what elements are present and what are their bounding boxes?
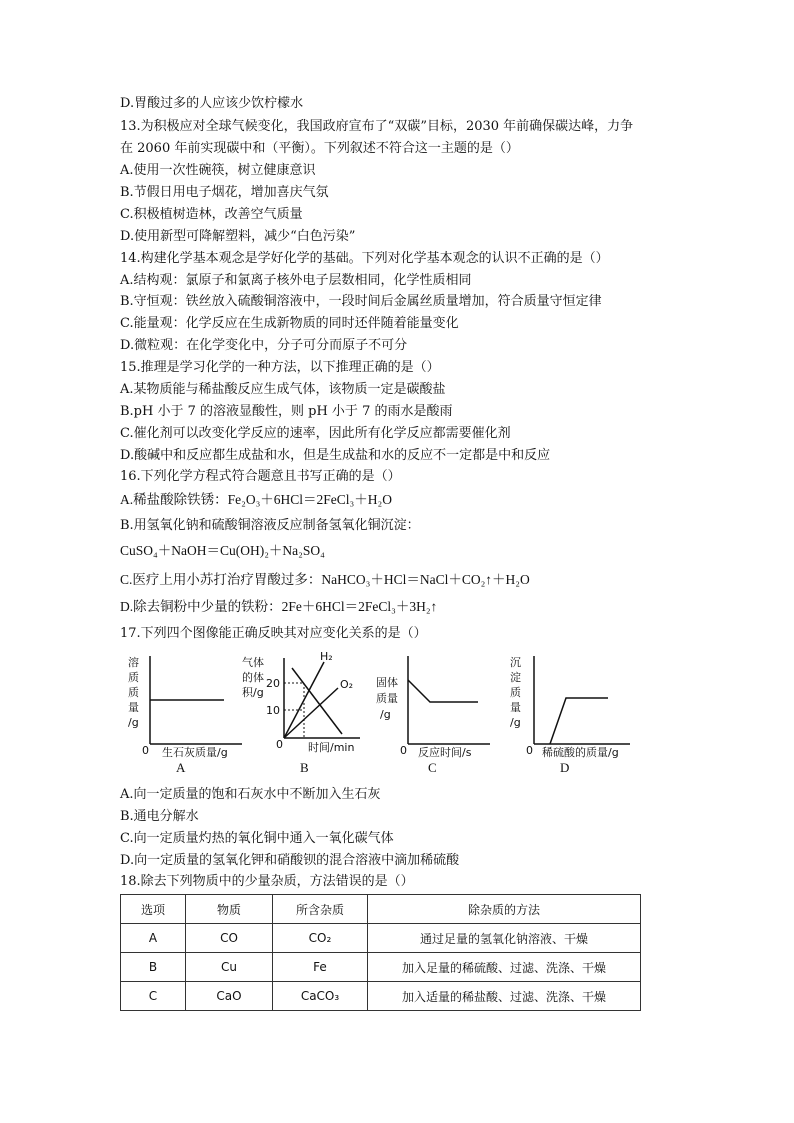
graph-b-series-h2 [284, 662, 324, 738]
graph-a-plot [120, 648, 250, 760]
graph-d [502, 648, 640, 775]
table-header: 物质 [186, 895, 273, 924]
graph-c-ylabel-2: /g [380, 708, 391, 721]
table-cell: CO₂ [273, 924, 368, 953]
graph-b-ylabel-1: 的体 [242, 671, 264, 684]
graph-d-ylabel-4: /g [510, 716, 521, 729]
graph-d-xlabel: 稀硫酸的质量/g [542, 746, 619, 759]
graph-a-label: A [176, 760, 186, 775]
q14-option-a: A.结构观：氯原子和氯离子核外电子层数相同，化学性质相同 [120, 273, 472, 288]
graph-b-series-h2-label: H₂ [320, 650, 333, 663]
q16-option-b-text: B.用氢氧化钠和硫酸铜溶液反应制备氢氧化铜沉淀： [120, 518, 420, 533]
table-cell: CaCO₃ [273, 982, 368, 1011]
table-cell: 加入适量的稀盐酸、过滤、洗涤、干燥 [368, 982, 641, 1011]
graph-c-plot [372, 648, 502, 760]
q15-stem: 15.推理是学习化学的一种方法，以下推理正确的是（） [120, 360, 440, 375]
graph-b-ylabel-0: 气体 [242, 656, 264, 669]
table-cell: B [121, 953, 186, 982]
table-cell: C [121, 982, 186, 1011]
q14-stem: 14.构建化学基本观念是学好化学的基础。下列对化学基本观念的认识不正确的是（） [120, 251, 609, 266]
table-cell: 加入足量的稀硫酸、过滤、洗涤、干燥 [368, 953, 641, 982]
graph-c-curve [408, 680, 478, 702]
graph-a-ylabel-1: 质 [128, 671, 139, 684]
table-cell: Cu [186, 953, 273, 982]
graph-b-origin: 0 [276, 738, 283, 751]
table-header-row [121, 895, 641, 924]
graph-b-ylabel-2: 积/g [242, 686, 264, 699]
table-cell: CaO [186, 982, 273, 1011]
table-cell: CO [186, 924, 273, 953]
q14-option-b: B.守恒观：铁丝放入硫酸铜溶液中，一段时间后金属丝质量增加，符合质量守恒定律 [120, 294, 602, 309]
graph-d-plot [502, 648, 640, 760]
graph-d-ylabel-3: 量 [510, 701, 521, 714]
q15-option-c: C.催化剂可以改变化学反应的速率，因此所有化学反应都需要催化剂 [120, 426, 511, 441]
q17-graphs [120, 648, 640, 780]
q16-option-b-equation: CuSO₄＋NaOH＝Cu(OH)₂＋Na₂SO₄ [120, 543, 325, 558]
table-row [121, 953, 641, 982]
q15-option-d: D.酸碱中和反应都生成盐和水，但是生成盐和水的反应不一定都是中和反应 [120, 448, 551, 463]
graph-c-label: C [428, 760, 437, 775]
q13-stem-2: 在 2060 年前实现碳中和（平衡）。下列叙述不符合这一主题的是（） [120, 141, 519, 156]
graph-c-ylabel-1: 质量 [376, 692, 398, 705]
graph-d-ylabel-2: 质 [510, 686, 521, 699]
q14-option-c: C.能量观：化学反应在生成新物质的同时还伴随着能量变化 [120, 316, 459, 331]
table-cell: A [121, 924, 186, 953]
graph-b-tick-10: 10 [266, 704, 280, 717]
table-header: 除杂质的方法 [368, 895, 641, 924]
table-header: 所含杂质 [273, 895, 368, 924]
graph-c-ylabel-0: 固体 [376, 676, 398, 689]
graph-b-series-o2-label: O₂ [340, 678, 354, 691]
graph-a-ylabel-2: 质 [128, 686, 139, 699]
graph-c-origin: 0 [400, 744, 407, 757]
graph-b-series-o2 [284, 688, 338, 738]
q17-option-d: D.向一定质量的氢氧化钾和硝酸钡的混合溶液中滴加稀硫酸 [120, 853, 460, 868]
table-row [121, 982, 641, 1011]
graph-b-tick-20: 20 [266, 677, 280, 690]
q13-stem-1: 13.为积极应对全球气候变化，我国政府宣布了“双碳”目标，2030 年前确保碳达峰，力争 [120, 119, 634, 134]
q16-stem: 16.下列化学方程式符合题意且书写正确的是（） [120, 469, 401, 484]
graph-a-ylabel-3: 量 [128, 701, 139, 714]
q13-option-d: D.使用新型可降解塑料，减少“白色污染” [120, 229, 356, 244]
graph-b-xlabel: 时间/min [308, 741, 355, 754]
graph-a [120, 648, 250, 775]
table-header: 选项 [121, 895, 186, 924]
q14-option-d: D.微粒观：在化学变化中，分子可分而原子不可分 [120, 338, 408, 353]
graph-d-ylabel-0: 沉 [510, 656, 521, 669]
q16-option-c: C.医疗上用小苏打治疗胃酸过多：NaHCO₃＋HCl＝NaCl＋CO₂↑＋H₂O [120, 572, 530, 587]
graph-b-label: B [300, 760, 309, 775]
q13-option-b: B.节假日用电子烟花，增加喜庆气氛 [120, 185, 329, 200]
graph-b-plot [242, 648, 372, 760]
graph-d-label: D [560, 760, 570, 775]
q13-option-c: C.积极植树造林，改善空气质量 [120, 207, 303, 222]
graph-a-ylabel-0: 溶 [128, 656, 139, 669]
q17-option-c: C.向一定质量灼热的氧化铜中通入一氧化碳气体 [120, 831, 394, 846]
q17-option-b: B.通电分解水 [120, 809, 199, 824]
graph-d-ylabel-1: 淀 [510, 671, 521, 684]
table-row [121, 924, 641, 953]
graph-a-ylabel-4: /g [128, 716, 139, 729]
q13-option-a: A.使用一次性碗筷，树立健康意识 [120, 163, 316, 178]
graph-c [372, 648, 502, 775]
q17-option-a: A.向一定质量的饱和石灰水中不断加入生石灰 [120, 787, 381, 802]
q17-stem: 17.下列四个图像能正确反映其对应变化关系的是（） [120, 626, 427, 641]
graph-d-curve [550, 698, 608, 744]
table-cell: Fe [273, 953, 368, 982]
q18-stem: 18.除去下列物质中的少量杂质，方法错误的是（） [120, 874, 414, 889]
q16-option-d: D.除去铜粉中少量的铁粉：2Fe＋6HCl＝2FeCl₃＋3H₂↑ [120, 599, 438, 614]
q15-option-b: B.pH 小于 7 的溶液显酸性，则 pH 小于 7 的雨水是酸雨 [120, 404, 453, 419]
table-cell: 通过足量的氢氧化钠溶液、干燥 [368, 924, 641, 953]
q16-option-a: A.稀盐酸除铁锈：Fe₂O₃＋6HCl＝2FeCl₃＋H₂O [120, 492, 392, 507]
graph-c-xlabel: 反应时间/s [418, 746, 472, 759]
graph-a-xlabel: 生石灰质量/g [162, 746, 228, 759]
graph-b [242, 648, 372, 775]
graph-a-origin: 0 [142, 744, 149, 757]
graph-d-origin: 0 [526, 744, 533, 757]
q18-table [120, 894, 641, 1011]
q12-option-d: D.胃酸过多的人应该少饮柠檬水 [120, 96, 304, 111]
q15-option-a: A.某物质能与稀盐酸反应生成气体，该物质一定是碳酸盐 [120, 382, 446, 397]
